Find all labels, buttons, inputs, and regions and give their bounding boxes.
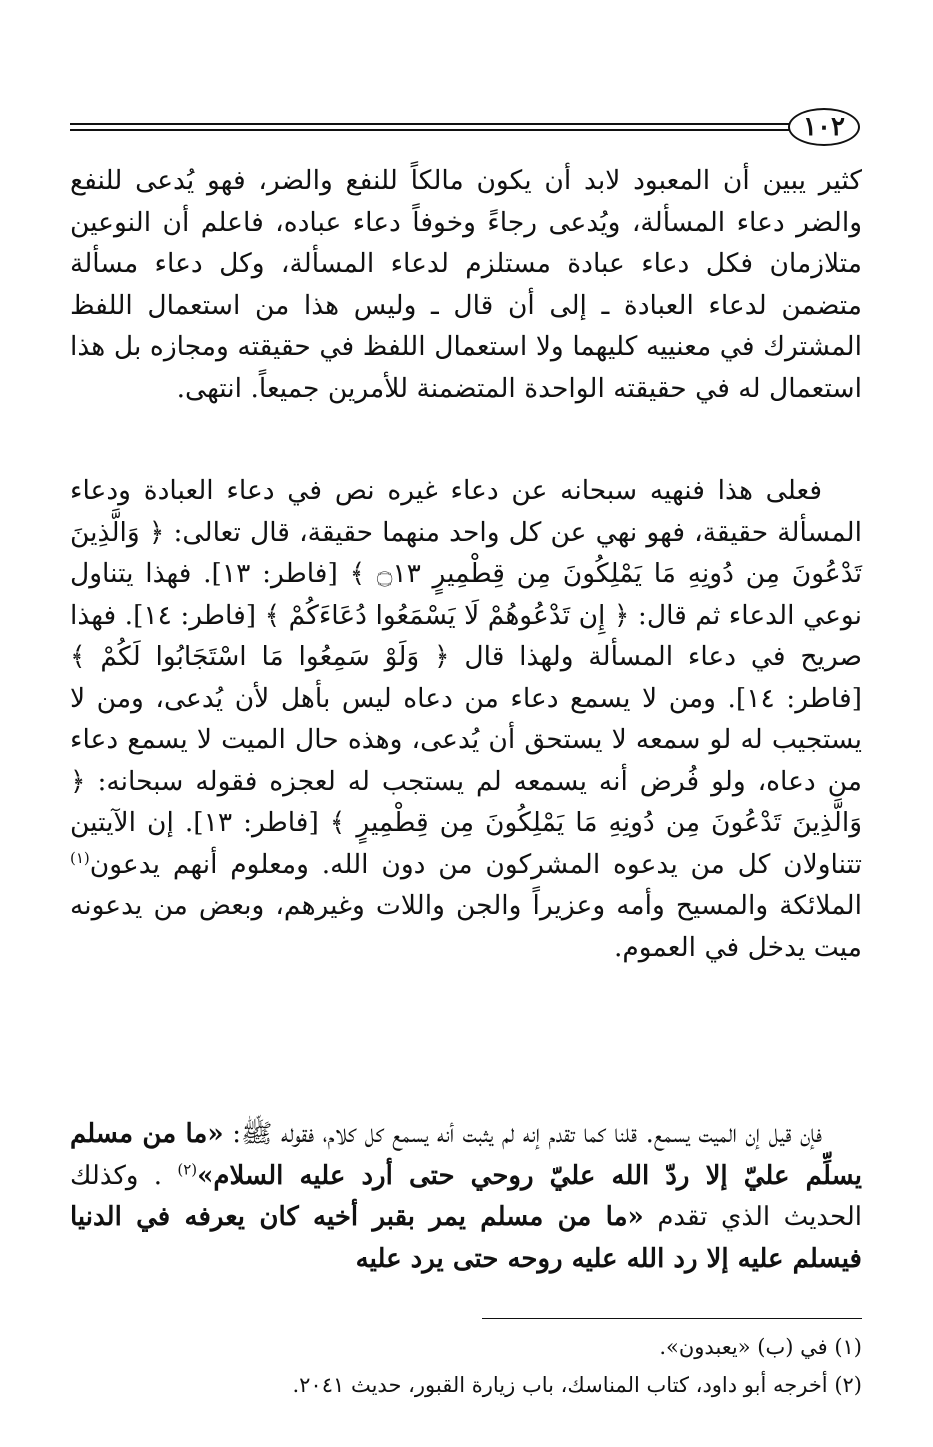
paragraph-3 — [70, 1114, 862, 1280]
verse-reference: [فاطر: ١٤]. — [727, 682, 862, 714]
verse-reference: [فاطر: ١٣]. — [203, 558, 338, 589]
footnote-marker: (٢) — [177, 1159, 198, 1178]
text-run: . وكذلك الحديث الذي تقدم — [70, 1160, 863, 1232]
quran-verse: ﴿ وَالَّذِينَ تَدْعُونَ مِن دُونِهِ مَا يَمْلِكُونَ مِن قِطْمِيرٍ ۝١٣ ﴾ — [70, 516, 862, 589]
header-rule — [70, 129, 790, 131]
verse-reference: [فاطر: ١٤]. — [124, 599, 257, 631]
paragraph-2 — [70, 470, 862, 1096]
page-number: ١٠٢ — [788, 108, 860, 146]
quran-verse: ﴿ وَلَوْ سَمِعُوا مَا اسْتَجَابُوا لَكُمْ ﴾ — [70, 641, 450, 672]
header-rule — [70, 123, 790, 125]
paragraph-1: كثير يبين أن المعبود لابد أن يكون مالكاً للنفع والضر، فهو يُدعى للنفع والضر دعاء المسألة، ويُدعى رجاءً وخوفاً دعاء عباده، فاعلم أن النوعين متلازمان فكل دعاء عبادة مستلزم لدعاء المسألة، وكل دعاء مسألة متضمن لدعاء العبادة ـ إلى أن قال ـ وليس هذا من استعمال اللفظ المشترك في معنييه كليهما ولا استعمال اللفظ في حقيقته ومجازه بل هذا استعمال له في حقيقته الواحدة المتضمنة للأمرين جميعاً. انتهى. — [70, 165, 862, 404]
footnote-1: (١) في (ب) «يعبدون». — [659, 1335, 862, 1359]
text-run: ومن لا يسمع دعاء من دعاه ليس بأهل لأن يُدعى، ومن لا يستجيب له لو سمعه لا يستحق أن يُدعى، وهذه حال الميت لا يسمع دعاء من دعاه، ولو فُرض أنه يسمعه لم يستجب له لعجزه فقوله سبحانه: — [70, 682, 862, 797]
quran-verse: ﴿ وَالَّذِينَ تَدْعُونَ مِن دُونِهِ مَا يَمْلِكُونَ مِن قِطْمِيرٍ ﴾ — [70, 765, 862, 838]
footnotes — [70, 1328, 862, 1404]
footnote-separator — [482, 1318, 862, 1319]
quran-verse: ﴿ إِن تَدْعُوهُمْ لَا يَسْمَعُوا دُعَاءَكُمْ ﴾ — [264, 599, 630, 631]
footnote-marker: (١) — [70, 848, 90, 867]
main-text — [70, 160, 862, 1280]
text-run: إن الآيتين تتناولان كل من يدعوه المشركون من دون الله. ومعلوم أنهم يدعون — [70, 807, 862, 880]
text-run: فإن قيل إن الميت يسمع. قلنا كما تقدم إنه لم يثبت أنه يسمع كل كلام، فقوله ﷺ: — [232, 1119, 823, 1149]
text-run: الملائكة والمسيح وأمه وعزيراً والجن واللات وغيرهم، وبعض من يدعونه ميت يدخل في العموم. — [70, 890, 862, 963]
hadith-quote: «ما من مسلم يمر بقبر أخيه كان يعرفه في الدنيا فيسلم عليه إلا رد الله عليه روحه حتى يرد عليه — [70, 1202, 862, 1274]
text-run: فعلى هذا فنهيه سبحانه عن دعاء غيره نص في دعاء العبادة ودعاء المسألة حقيقة، فهو نهي عن كل واحد منهما حقيقة، قال تعالى: — [70, 475, 862, 548]
page-header — [70, 108, 860, 148]
hadith-quote: «ما من مسلم يسلِّم عليّ إلا ردّ الله عليّ روحي حتى أرد عليه السلام» — [70, 1119, 863, 1191]
text-run: فهذا يتناول نوعي الدعاء ثم قال: — [70, 558, 862, 631]
footnote-2: (٢) أخرجه أبو داود، كتاب المناسك، باب زيارة القبور، حديث ٢٠٤١. — [292, 1373, 862, 1397]
text-run: فهذا صريح في دعاء المسألة ولهذا قال — [70, 599, 862, 672]
verse-reference: [فاطر: ١٣]. — [184, 807, 319, 838]
